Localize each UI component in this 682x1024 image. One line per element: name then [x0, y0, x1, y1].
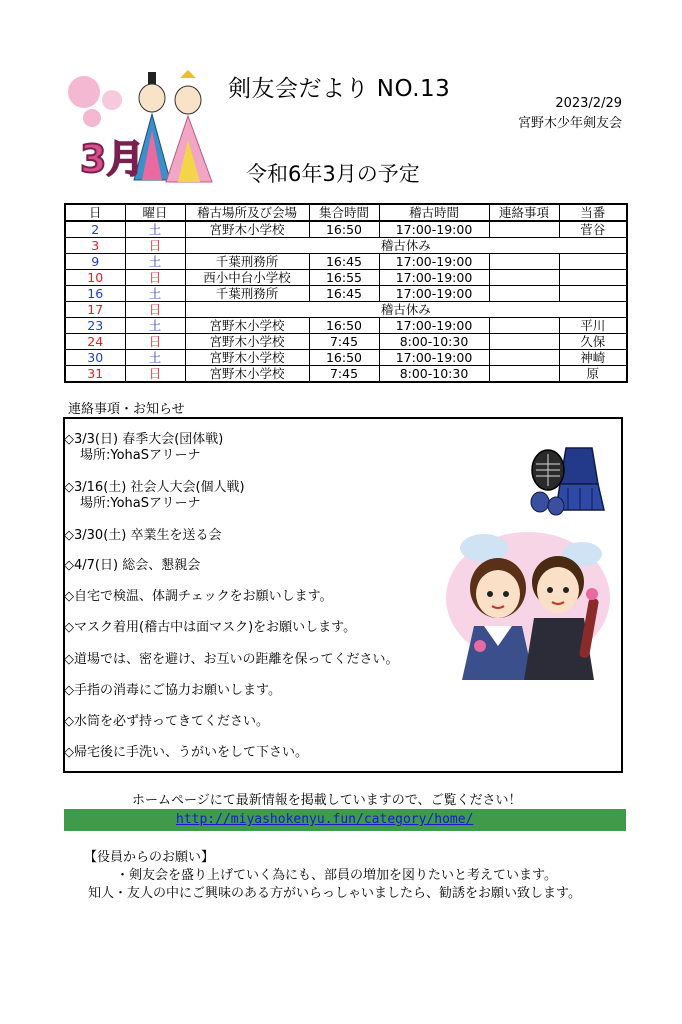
- table-header-row: [65, 204, 627, 221]
- cell-place: 宮野木小学校: [185, 366, 309, 383]
- cell-duty: [559, 254, 627, 270]
- cell-note: [489, 350, 559, 366]
- cell-day: 30: [65, 350, 125, 366]
- notice-item: ◇道場では、密を避け、お互いの距離を保ってください。: [64, 652, 399, 667]
- cell-place: 宮野木小学校: [185, 334, 309, 350]
- notice-item: ◇3/16(土) 社会人大会(個人戦): [64, 480, 245, 495]
- table-row: [65, 270, 627, 286]
- cell-day: 16: [65, 286, 125, 302]
- cell-note: [489, 286, 559, 302]
- cell-duty: 平川: [559, 318, 627, 334]
- col-header-time: 稽古時間: [379, 204, 489, 221]
- cell-place: 宮野木小学校: [185, 318, 309, 334]
- cell-time: 8:00-10:30: [379, 334, 489, 350]
- notice-item: ◇4/7(日) 総会、懇親会: [64, 558, 201, 573]
- cell-time: 17:00-19:00: [379, 286, 489, 302]
- cell-weekday: 土: [125, 350, 185, 366]
- cell-duty: [559, 270, 627, 286]
- notice-item: ◇3/30(土) 卒業生を送る会: [64, 528, 222, 543]
- homepage-link[interactable]: http://miyashokenyu.fun/category/home/: [176, 812, 474, 827]
- col-header-note: 連絡事項: [489, 204, 559, 221]
- table-row: [65, 238, 627, 254]
- table-row: [65, 366, 627, 383]
- table-row: [65, 334, 627, 350]
- cell-duty: [559, 286, 627, 302]
- cell-note: [489, 254, 559, 270]
- graduation-students-icon: [444, 528, 612, 680]
- schedule-title: 令和6年3月の予定: [246, 162, 420, 186]
- cell-weekday: 土: [125, 221, 185, 238]
- cell-gather: 7:45: [309, 334, 379, 350]
- cell-day: 24: [65, 334, 125, 350]
- cell-time: 17:00-19:00: [379, 254, 489, 270]
- col-header-day: 日: [65, 204, 125, 221]
- table-row: [65, 286, 627, 302]
- cell-gather: 16:45: [309, 286, 379, 302]
- cell-weekday: 日: [125, 270, 185, 286]
- cell-duty: 神崎: [559, 350, 627, 366]
- cell-gather: 16:50: [309, 350, 379, 366]
- notice-item: 場所:YohaSアリーナ: [80, 496, 201, 511]
- cell-duty: 菅谷: [559, 221, 627, 238]
- col-header-place: 稽古場所及び会場: [185, 204, 309, 221]
- request-line-1: ・剣友会を盛り上げていく為にも、部員の増加を図りたいと考えています。: [116, 868, 557, 883]
- cell-time: 8:00-10:30: [379, 366, 489, 383]
- col-header-weekday: 曜日: [125, 204, 185, 221]
- cell-gather: 16:50: [309, 318, 379, 334]
- cell-weekday: 日: [125, 238, 185, 254]
- issue-date: 2023/2/29: [555, 96, 622, 111]
- cell-weekday: 日: [125, 334, 185, 350]
- month-art-text: 3月: [80, 137, 145, 181]
- cell-weekday: 土: [125, 286, 185, 302]
- cell-day: 23: [65, 318, 125, 334]
- cell-place: 西小中台小学校: [185, 270, 309, 286]
- cell-note: [489, 270, 559, 286]
- cell-weekday: 土: [125, 254, 185, 270]
- notice-item: ◇自宅で検温、体調チェックをお願いします。: [64, 589, 333, 604]
- cell-time: 17:00-19:00: [379, 221, 489, 238]
- cell-note: [489, 334, 559, 350]
- page-title: 剣友会だより NO.13: [228, 76, 451, 102]
- table-row: [65, 221, 627, 238]
- cell-time: 17:00-19:00: [379, 318, 489, 334]
- cell-day: 31: [65, 366, 125, 383]
- cell-note: [489, 318, 559, 334]
- notice-item: 場所:YohaSアリーナ: [80, 448, 201, 463]
- cell-weekday: 土: [125, 318, 185, 334]
- table-row: [65, 318, 627, 334]
- cell-gather: 16:55: [309, 270, 379, 286]
- cell-time: 17:00-19:00: [379, 350, 489, 366]
- cell-day: 2: [65, 221, 125, 238]
- notice-item: ◇マスク着用(稽古中は面マスク)をお願いします。: [64, 620, 357, 635]
- notice-item: ◇手指の消毒にご協力お願いします。: [64, 683, 281, 698]
- cell-day: 9: [65, 254, 125, 270]
- cell-gather: 16:45: [309, 254, 379, 270]
- cell-place: 宮野木小学校: [185, 350, 309, 366]
- cell-gather: 7:45: [309, 366, 379, 383]
- cell-day: 3: [65, 238, 125, 254]
- notice-item: ◇水筒を必ず持ってきてください。: [64, 714, 269, 729]
- col-header-duty: 当番: [559, 204, 627, 221]
- table-row: [65, 254, 627, 270]
- cell-gather: 16:50: [309, 221, 379, 238]
- cell-place: 千葉刑務所: [185, 286, 309, 302]
- cell-note: [489, 221, 559, 238]
- cell-day: 10: [65, 270, 125, 286]
- homepage-notice: ホームページにて最新情報を掲載していますので、ご覧ください！: [132, 793, 522, 808]
- cell-day: 17: [65, 302, 125, 318]
- col-header-gather: 集合時間: [309, 204, 379, 221]
- request-heading: 【役員からのお願い】: [84, 850, 215, 865]
- notice-item: ◇帰宅後に手洗い、うがいをして下さい。: [64, 745, 308, 760]
- cell-duty: 久保: [559, 334, 627, 350]
- request-line-2: 知人・友人の中にご興味のある方がいらっしゃいましたら、勧誘をお願い致します。: [88, 886, 581, 901]
- cell-duty: 原: [559, 366, 627, 383]
- table-row: [65, 350, 627, 366]
- cell-note: [489, 366, 559, 383]
- schedule-table: [64, 203, 628, 383]
- table-row: [65, 302, 627, 318]
- kendo-armor-icon: [526, 440, 610, 520]
- cell-weekday: 日: [125, 302, 185, 318]
- cell-closed: 稽古休み: [185, 302, 627, 318]
- notice-item: ◇3/3(日) 春季大会(団体戦): [64, 432, 224, 447]
- cell-weekday: 日: [125, 366, 185, 383]
- organization-name: 宮野木少年剣友会: [517, 116, 622, 131]
- cell-place: 千葉刑務所: [185, 254, 309, 270]
- cell-closed: 稽古休み: [185, 238, 627, 254]
- cell-place: 宮野木小学校: [185, 221, 309, 238]
- cell-time: 17:00-19:00: [379, 270, 489, 286]
- notices-label: 連絡事項・お知らせ: [68, 402, 185, 417]
